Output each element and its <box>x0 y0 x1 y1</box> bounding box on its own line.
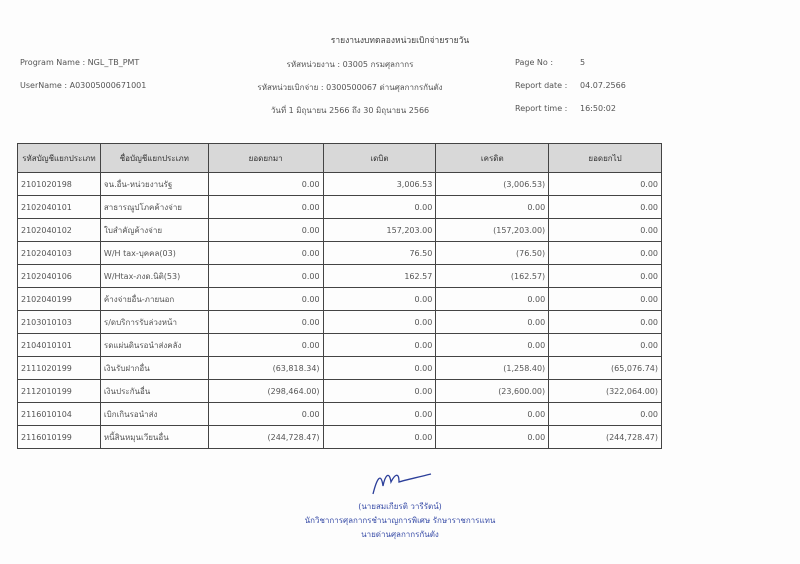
program-name: Program Name : NGL_TB_PMT <box>20 58 140 67</box>
table-row <box>18 334 662 357</box>
column-header: ยอดยกไป <box>549 144 662 173</box>
table-header-row <box>18 144 662 173</box>
account-name: จน.อื่น-หน่วยงานรัฐ <box>100 173 208 196</box>
table-row <box>18 242 662 265</box>
trial-balance-table <box>17 143 662 449</box>
page-no-label: Page No : <box>515 58 554 67</box>
report-date-label: Report date : <box>515 81 568 90</box>
debit: 3,006.53 <box>323 173 436 196</box>
username: UserName : A03005000671001 <box>20 81 147 90</box>
balance-forward: 0.00 <box>208 288 323 311</box>
debit: 0.00 <box>323 403 436 426</box>
balance-forward: 0.00 <box>208 311 323 334</box>
stamp-office: นายด่านศุลกากรกันตัง <box>361 530 439 539</box>
debit: 76.50 <box>323 242 436 265</box>
table-row <box>18 357 662 380</box>
account-code: 2112010199 <box>18 380 101 403</box>
table-row <box>18 380 662 403</box>
report-title: รายงานงบทดลองหน่วยเบิกจ่ายรายวัน <box>330 36 470 46</box>
debit: 0.00 <box>323 288 436 311</box>
report-date: 04.07.2566 <box>580 81 626 90</box>
balance-forward: 0.00 <box>208 219 323 242</box>
balance-carried: (65,076.74) <box>549 357 662 380</box>
balance-forward: 0.00 <box>208 173 323 196</box>
table-row <box>18 265 662 288</box>
debit: 0.00 <box>323 196 436 219</box>
balance-carried: 0.00 <box>549 334 662 357</box>
account-code: 2102040101 <box>18 196 101 219</box>
balance-carried: 0.00 <box>549 219 662 242</box>
account-name: ใบสำคัญค้างจ่าย <box>100 219 208 242</box>
credit: 0.00 <box>436 288 549 311</box>
debit: 0.00 <box>323 426 436 449</box>
balance-forward: (298,464.00) <box>208 380 323 403</box>
credit: (157,203.00) <box>436 219 549 242</box>
balance-forward: 0.00 <box>208 403 323 426</box>
stamp-position: นักวิชาการศุลกากรชำนาญการพิเศษ รักษาราชการแทน <box>304 516 496 525</box>
account-name: เงินรับฝากอื่น <box>100 357 208 380</box>
account-code: 2102040199 <box>18 288 101 311</box>
table-row <box>18 311 662 334</box>
table-row <box>18 403 662 426</box>
balance-forward: 0.00 <box>208 265 323 288</box>
balance-forward: (63,818.34) <box>208 357 323 380</box>
stamp-name: (นายสมเกียรติ วารีรัตน์) <box>358 502 442 511</box>
report-time: 16:50:02 <box>580 104 616 113</box>
column-header: รหัสบัญชีแยกประเภท <box>18 144 101 173</box>
column-header: เดบิต <box>323 144 436 173</box>
account-code: 2101020198 <box>18 173 101 196</box>
account-name: รดแผ่นดินรอนำส่งคลัง <box>100 334 208 357</box>
credit: 0.00 <box>436 403 549 426</box>
report-period: วันที่ 1 มิถุนายน 2566 ถึง 30 มิถุนายน 2566 <box>270 106 430 115</box>
credit: (76.50) <box>436 242 549 265</box>
account-code: 2111020199 <box>18 357 101 380</box>
credit: (162.57) <box>436 265 549 288</box>
debit: 0.00 <box>323 311 436 334</box>
credit: (3,006.53) <box>436 173 549 196</box>
debit: 0.00 <box>323 380 436 403</box>
credit: (1,258.40) <box>436 357 549 380</box>
signature <box>365 468 435 498</box>
account-name: เงินประกันอื่น <box>100 380 208 403</box>
table-row <box>18 426 662 449</box>
credit: 0.00 <box>436 334 549 357</box>
balance-carried: 0.00 <box>549 288 662 311</box>
column-header: ชื่อบัญชีแยกประเภท <box>100 144 208 173</box>
account-code: 2103010103 <box>18 311 101 334</box>
account-name: ค้างจ่ายอื่น-ภายนอก <box>100 288 208 311</box>
balance-forward: 0.00 <box>208 196 323 219</box>
account-code: 2102040102 <box>18 219 101 242</box>
credit: 0.00 <box>436 311 549 334</box>
table-row <box>18 288 662 311</box>
balance-carried: 0.00 <box>549 265 662 288</box>
balance-carried: 0.00 <box>549 403 662 426</box>
account-code: 2116010104 <box>18 403 101 426</box>
account-code: 2102040106 <box>18 265 101 288</box>
balance-carried: (322,064.00) <box>549 380 662 403</box>
debit: 0.00 <box>323 334 436 357</box>
debit: 157,203.00 <box>323 219 436 242</box>
account-name: หนี้สินหมุนเวียนอื่น <box>100 426 208 449</box>
balance-carried: 0.00 <box>549 173 662 196</box>
account-name: เบิกเกินรอนำส่ง <box>100 403 208 426</box>
account-name: W/Htax-ภงด.นิติ(53) <box>100 265 208 288</box>
column-header: เครดิต <box>436 144 549 173</box>
balance-forward: 0.00 <box>208 334 323 357</box>
disbursing-unit: รหัสหน่วยเบิกจ่าย : 0300500067 ด่านศุลกากรกันตัง <box>257 83 443 92</box>
account-code: 2102040103 <box>18 242 101 265</box>
account-code: 2116010199 <box>18 426 101 449</box>
report-time-label: Report time : <box>515 104 568 113</box>
balance-forward: 0.00 <box>208 242 323 265</box>
table-row <box>18 219 662 242</box>
balance-carried: 0.00 <box>549 196 662 219</box>
account-name: สาธารณูปโภคค้างจ่าย <box>100 196 208 219</box>
balance-forward: (244,728.47) <box>208 426 323 449</box>
agency: รหัสหน่วยงาน : 03005 กรมศุลกากร <box>286 60 414 69</box>
balance-carried: 0.00 <box>549 242 662 265</box>
balance-carried: (244,728.47) <box>549 426 662 449</box>
table-row <box>18 196 662 219</box>
table-row <box>18 173 662 196</box>
column-header: ยอดยกมา <box>208 144 323 173</box>
credit: 0.00 <box>436 426 549 449</box>
account-name: ร/ดบริการรับล่วงหน้า <box>100 311 208 334</box>
credit: (23,600.00) <box>436 380 549 403</box>
credit: 0.00 <box>436 196 549 219</box>
account-code: 2104010101 <box>18 334 101 357</box>
debit: 0.00 <box>323 357 436 380</box>
page-no: 5 <box>580 58 586 67</box>
balance-carried: 0.00 <box>549 311 662 334</box>
account-name: W/H tax-บุคคล(03) <box>100 242 208 265</box>
debit: 162.57 <box>323 265 436 288</box>
